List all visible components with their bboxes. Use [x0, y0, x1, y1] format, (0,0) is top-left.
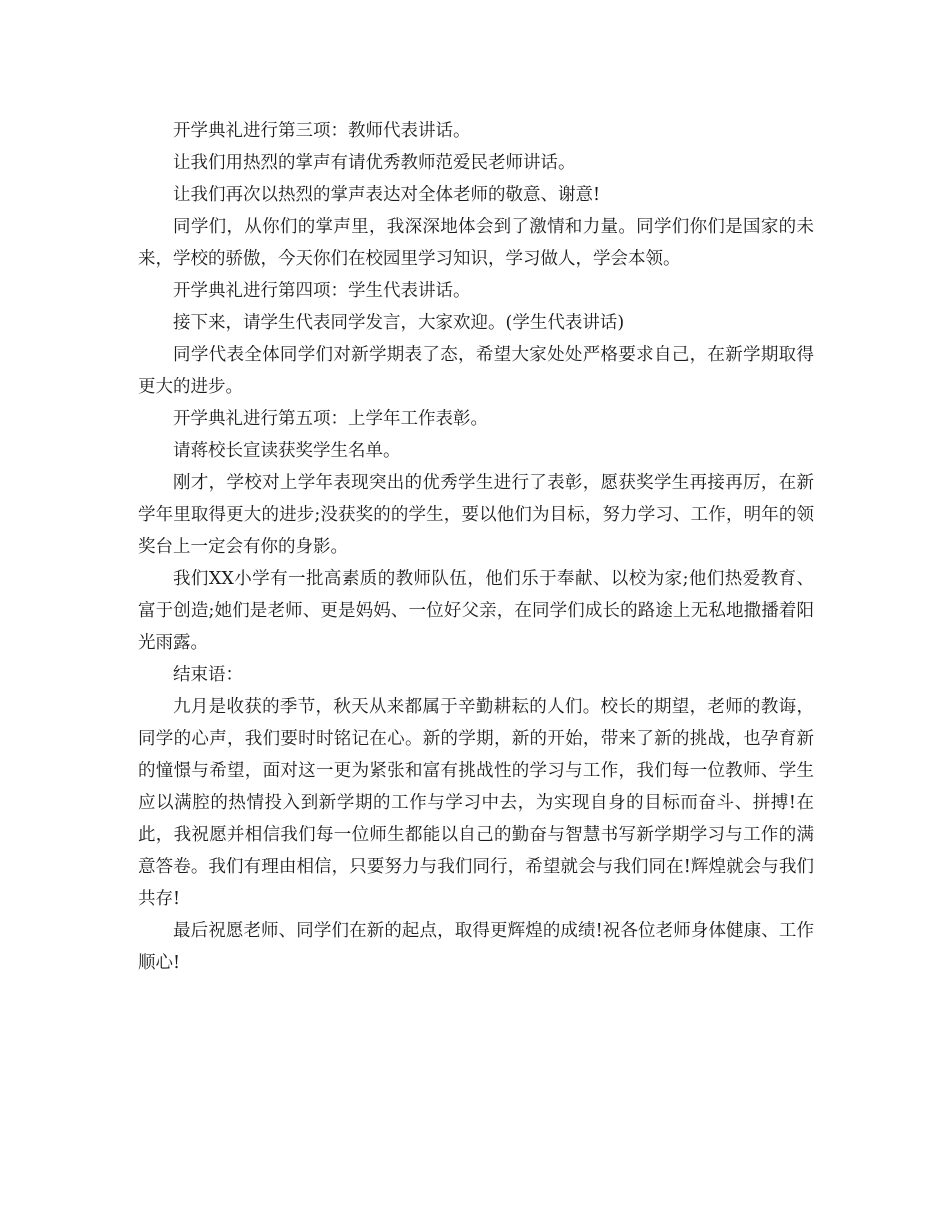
paragraph-teacher-team: 我们XX小学有一批高素质的教师队伍，他们乐于奉献、以校为家;他们热爱教育、富于创造;她们是老师、更是妈妈、一位好父亲，在同学们成长的路途上无私地撒播着阳光雨露。 — [138, 569, 814, 653]
paragraph-students-future: 同学们，从你们的掌声里，我深深地体会到了激情和力量。同学们你们是国家的未来，学校的骄傲，今天你们在校园里学习知识，学习做人，学会本领。 — [138, 217, 814, 269]
paragraph-award-list: 请蒋校长宣读获奖学生名单。 — [173, 441, 401, 461]
paragraph-thanks-teachers: 让我们再次以热烈的掌声表达对全体老师的敬意、谢意! — [173, 185, 601, 205]
paragraph-final-wishes: 最后祝愿老师、同学们在新的起点，取得更辉煌的成绩!祝各位老师身体健康、工作顺心! — [138, 921, 814, 973]
paragraph-award-commendation: 刚才，学校对上学年表现突出的优秀学生进行了表彰，愿获奖学生再接再厉，在新学年里取得更大的进步;没获奖的的学生，要以他们为目标，努力学习、工作，明年的领奖台上一定会有你的身影。 — [138, 473, 814, 557]
paragraph-item-5: 开学典礼进行第五项：上学年工作表彰。 — [173, 409, 488, 429]
paragraph-invite-teacher: 让我们用热烈的掌声有请优秀教师范爱民老师讲话。 — [173, 153, 576, 173]
paragraph-student-speech: 接下来，请学生代表同学发言，大家欢迎。(学生代表讲话) — [173, 313, 625, 333]
paragraph-student-pledge: 同学代表全体同学们对新学期表了态，希望大家处处严格要求自己，在新学期取得更大的进步。 — [138, 345, 814, 397]
paragraph-closing-heading: 结束语： — [173, 665, 243, 685]
document-body — [138, 115, 814, 979]
paragraph-item-3: 开学典礼进行第三项：教师代表讲话。 — [173, 121, 471, 141]
paragraph-closing-speech: 九月是收获的季节，秋天从来都属于辛勤耕耘的人们。校长的期望，老师的教诲，同学的心声，我们要时时铭记在心。新的学期，新的开始，带来了新的挑战，也孕育新的憧憬与希望，面对这一更为紧张和富有挑战性的学习与工作，我们每一位教师、学生应以满腔的热情投入到新学期的工作与学习中去，为实现自身的目标而奋斗、拼搏!在此，我祝愿并相信我们每一位师生都能以自己的勤奋与智慧书写新学期学习与工作的满意答卷。我们有理由相信，只要努力与我们同行，希望就会与我们同在!辉煌就会与我们共存! — [138, 697, 814, 909]
paragraph-item-4: 开学典礼进行第四项：学生代表讲话。 — [173, 281, 471, 301]
